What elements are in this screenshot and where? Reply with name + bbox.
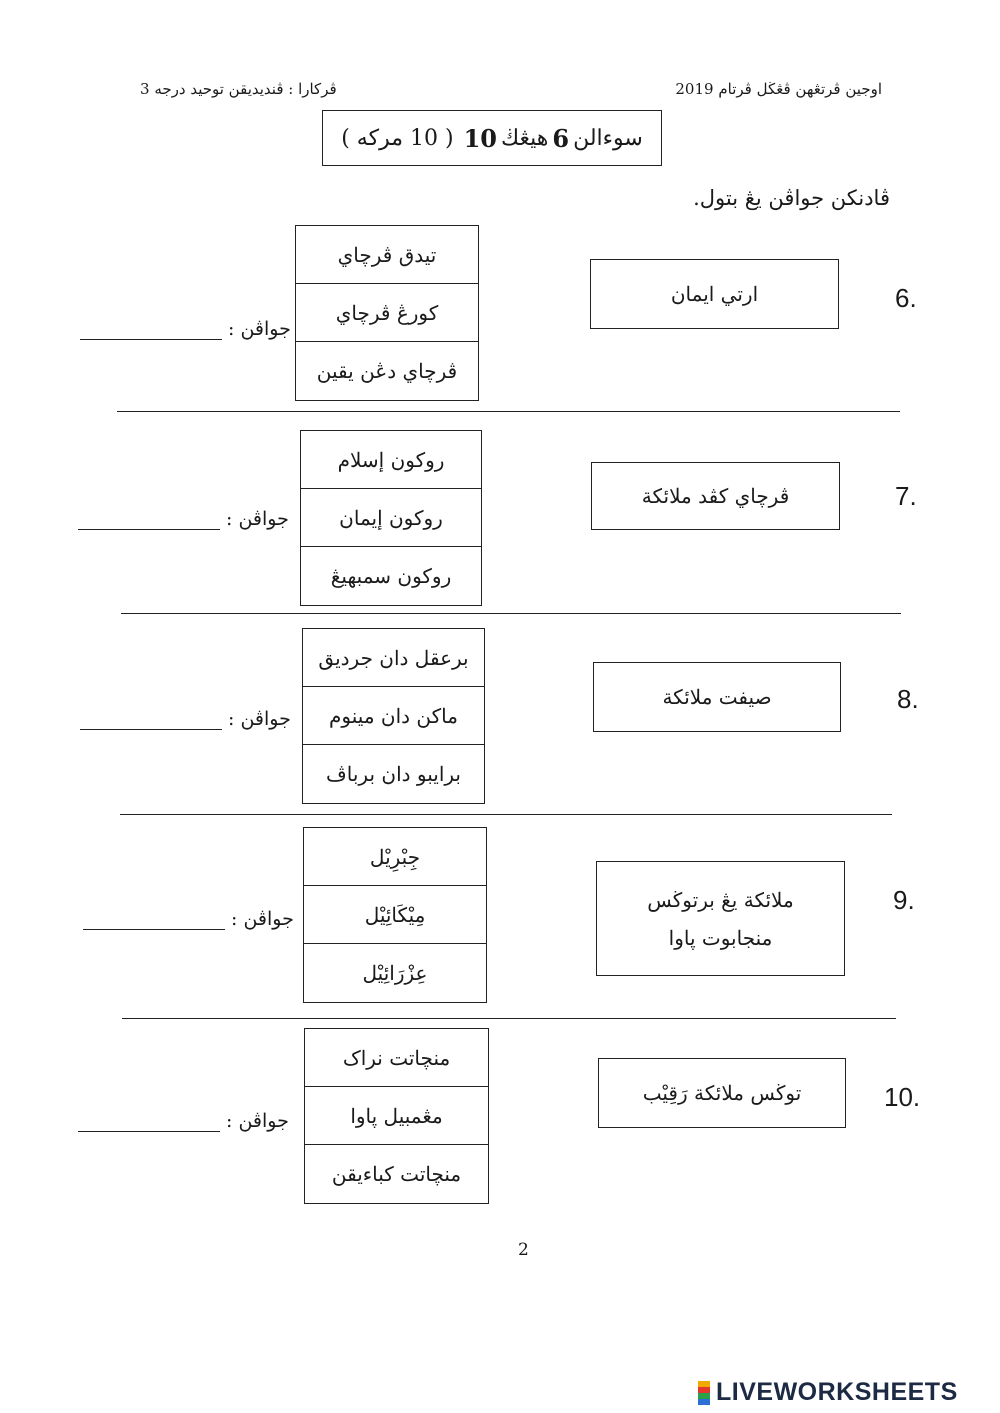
answer-10 <box>78 1110 289 1132</box>
answer-label-8: جواڤن : <box>228 708 291 730</box>
question-9-prompt-line-1: ملائكة يڠ برتوڬس <box>647 887 794 912</box>
question-10-options <box>304 1028 489 1204</box>
divider <box>117 411 900 412</box>
answer-label-6: جواڤن : <box>228 318 291 340</box>
question-9-prompt <box>596 861 845 976</box>
question-9-options <box>303 827 487 1003</box>
answer-9 <box>83 908 294 930</box>
option-6-a[interactable]: تيدق ڤرچاي <box>296 226 478 284</box>
question-number-8: 8. <box>897 684 919 714</box>
option-8-b[interactable]: ماكن دان مينوم <box>303 687 484 745</box>
option-7-a[interactable]: روكون إسلام <box>301 431 481 489</box>
option-10-c[interactable]: منچاتت كباءيقن <box>331 1162 462 1186</box>
answer-8 <box>80 708 291 730</box>
option-7-c[interactable]: روكون سمبهيڠ <box>330 564 452 588</box>
answer-7 <box>78 508 289 530</box>
question-7-prompt <box>591 462 840 530</box>
title-from: 6 <box>552 123 570 153</box>
answer-input-8[interactable] <box>80 709 222 730</box>
option-9-b[interactable]: مِيْكَائِيْل <box>304 886 486 944</box>
answer-input-6[interactable] <box>80 319 222 340</box>
answer-input-7[interactable] <box>78 509 220 530</box>
option-10-a[interactable]: منچاتت نراک <box>305 1029 488 1087</box>
question-7-options <box>300 430 482 606</box>
question-6-prompt-line: ارتي ايمان <box>670 282 759 306</box>
option-8-a[interactable]: برعقل دان جرديق <box>303 629 484 687</box>
question-10-prompt-line: توڬس ملائكة رَقِيْب <box>642 1081 802 1105</box>
answer-label-10: جواڤن : <box>226 1110 289 1132</box>
option-10-b[interactable]: مڠمبيل ڽاوا <box>305 1087 488 1145</box>
section-title-box <box>322 110 662 166</box>
title-marks: ( 10 مركه ) <box>341 125 454 151</box>
option-9-c[interactable]: عِزْرَائِيْل <box>362 961 428 985</box>
instruction-text: ڤادنكن جواڤن يڠ بتول. <box>693 186 890 210</box>
option-7-b[interactable]: روكون إيمان <box>301 489 481 547</box>
divider <box>121 613 901 614</box>
exam-header-left: ڤركارا : ڤنديديقن توحيد درجه 3 <box>140 80 337 98</box>
option-9-a[interactable]: جِبْرِيْل <box>304 828 486 886</box>
question-number-10: 10. <box>884 1082 921 1112</box>
watermark-text: LIVEWORKSHEETS <box>716 1378 958 1406</box>
question-10-prompt <box>598 1058 846 1128</box>
title-to: 10 <box>463 123 497 153</box>
question-8-options <box>302 628 485 804</box>
question-8-prompt <box>593 662 841 732</box>
question-number-7: 7. <box>895 481 917 511</box>
question-9-prompt-line-2: منجابوت ڽاوا <box>668 925 773 950</box>
question-number-6: 6. <box>895 283 917 313</box>
liveworksheets-logo-icon <box>698 1381 710 1405</box>
answer-label-7: جواڤن : <box>226 508 289 530</box>
question-6-prompt <box>590 259 839 329</box>
answer-input-10[interactable] <box>78 1111 220 1132</box>
page-number: 2 <box>518 1240 529 1260</box>
question-6-options <box>295 225 479 401</box>
answer-6 <box>80 318 291 340</box>
option-8-c[interactable]: برايبو دان برباڤ <box>326 762 461 786</box>
question-7-prompt-line: ڤرچاي كڤد ملائكة <box>641 484 790 508</box>
question-8-prompt-line: صيفت ملائكة <box>662 685 772 709</box>
answer-label-9: جواڤن : <box>231 908 294 930</box>
divider <box>122 1018 896 1019</box>
title-prefix: سوءالن <box>573 125 643 151</box>
exam-header-right: اوجين ڤرتڠهن ڤڠڬل ڤرتام 2019 <box>675 80 882 98</box>
option-6-c[interactable]: ڤرچاي دڠن يقين <box>316 359 458 383</box>
divider <box>120 814 892 815</box>
answer-input-9[interactable] <box>83 909 225 930</box>
option-6-b[interactable]: كورڠ ڤرچاي <box>296 284 478 342</box>
question-number-9: 9. <box>893 885 915 915</box>
title-middle: هيڠڬ <box>500 125 549 151</box>
